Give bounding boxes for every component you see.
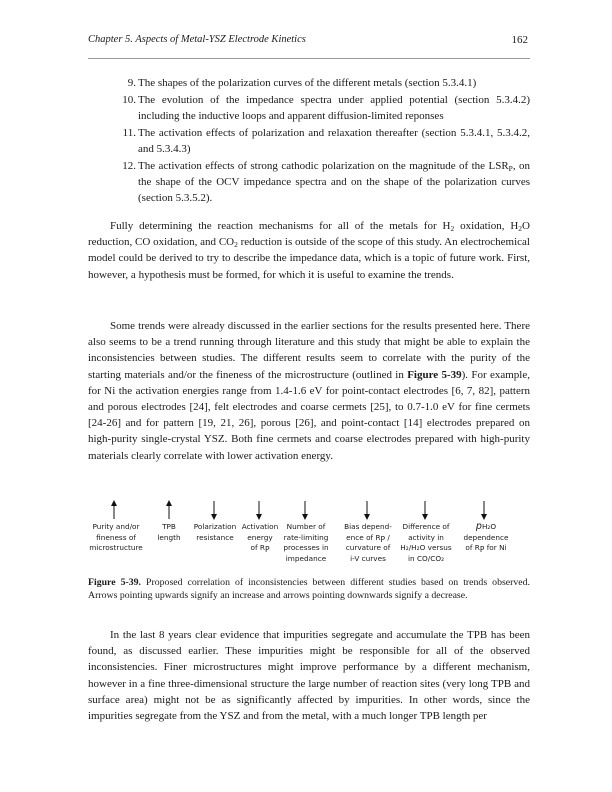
page-header bbox=[88, 34, 528, 50]
figure-label-activation: Activation energy of $R_P$ bbox=[241, 522, 279, 554]
page-number: 162 bbox=[511, 34, 528, 46]
down-arrow-icon bbox=[252, 500, 266, 520]
header-rule bbox=[88, 58, 530, 59]
down-arrow-icon bbox=[477, 500, 491, 520]
figure-reference: Figure 5-39 bbox=[407, 368, 462, 381]
figure-label-purity: Purity and/or fineness of microstructure bbox=[89, 522, 143, 552]
up-arrow-icon bbox=[107, 500, 121, 520]
figure-label-bias: Bias depend- ence of $R_P$ / curvature of i-V curves bbox=[344, 522, 392, 563]
chapter-title: Chapter 5. Aspects of Metal-YSZ Electrode Kinetics bbox=[88, 34, 306, 45]
list-item: 12. The activation effects of strong cathodic polarization on the magnitude of the $LSR_P$, on the shape of the OCV impedance spectra and on the shape of the polarization curves (section 5.3.5.2). bbox=[122, 160, 530, 204]
figure-label-activity: Difference of activity in H₂/H₂O versus in CO/CO₂ bbox=[400, 522, 452, 563]
paragraph-1: Fully determining the reaction mechanisms for all of the metals for $H_2$ oxidation, $H_2O$ reduction, CO oxidation, and $CO_2$ reduction is outside of the scope of this study. An electrochemical model could be derived to try to describe the impedance data, which is a topic of future work. First, however, a hypothesis must be formed, for which it is useful to examine the trends. bbox=[88, 220, 530, 281]
figure-label-processes: Number of rate-limiting processes in impedance bbox=[283, 522, 329, 563]
up-arrow-icon bbox=[162, 500, 176, 520]
figure-label-tpb: TPB length bbox=[157, 522, 181, 542]
down-arrow-icon bbox=[207, 500, 221, 520]
figure-caption: Figure 5-39. Proposed correlation of inconsistencies between different studies based on trends observed. Arrows pointing upwards signify an increase and arrows pointing downwards signify a decrease. bbox=[88, 577, 530, 601]
figure-label-ph2o: pH₂O dependence of $R_P$ for Ni bbox=[463, 521, 509, 554]
down-arrow-icon bbox=[418, 500, 432, 520]
figure-label-polarization: Polarization resistance bbox=[193, 522, 237, 542]
down-arrow-icon bbox=[360, 500, 374, 520]
list-item: 11. The activation effects of polarization and relaxation thereafter (section 5.3.4.1, 5.3.4.2, and 5.3.4.3) bbox=[122, 127, 530, 155]
numbered-list bbox=[100, 75, 530, 207]
paragraph-3: In the last 8 years clear evidence that impurities segregate and accumulate the TPB has been found, as discussed earlier. These impurities might be responsible for all of the observed inconsistencies. Finer microstructures might improve performance by a different mechanism, however in a fine three-dimensional structure the large number of reaction sites (very long TPB and surface area) might not be as significantly affected by impurities. In other words, since the impurities segregate from the YSZ and from the metal, with a much longer TPB length per bbox=[88, 629, 530, 723]
down-arrow-icon bbox=[298, 500, 312, 520]
list-item: 9. The shapes of the polarization curves of the different metals (section 5.3.4.1) bbox=[127, 77, 477, 89]
paragraph-2: Some trends were already discussed in the earlier sections for the results presented here. There also seems to be a trend running through literature and this study that might be able to explain the inconsistencies between studies. The different results seem to correlate with the purity of the starting materials and/or the fineness of the microstructure (outlined in Figure 5-39). For example, for Ni the activation energies range from 1.4-1.6 eV for point-contact electrodes [6, 7, 82], pattern and porous electrodes [24], felt electrodes and coarse cermets [25], to 0.7-1.0 eV for fine cermets [24-26] and for pattern [19, 21, 26], porous [26], and point-contact [14] electrodes prepared on high-purity single-crystal YSZ. Both fine cermets and coarse electrodes prepared with high-purity materials clearly correlate with lower activation energy. bbox=[88, 320, 530, 462]
list-item: 10. The evolution of the impedance spectra under applied potential (section 5.3.4.2) including the inductive loops and apparent diffusion-limited reponses bbox=[122, 94, 530, 122]
figure-5-39 bbox=[88, 500, 530, 572]
